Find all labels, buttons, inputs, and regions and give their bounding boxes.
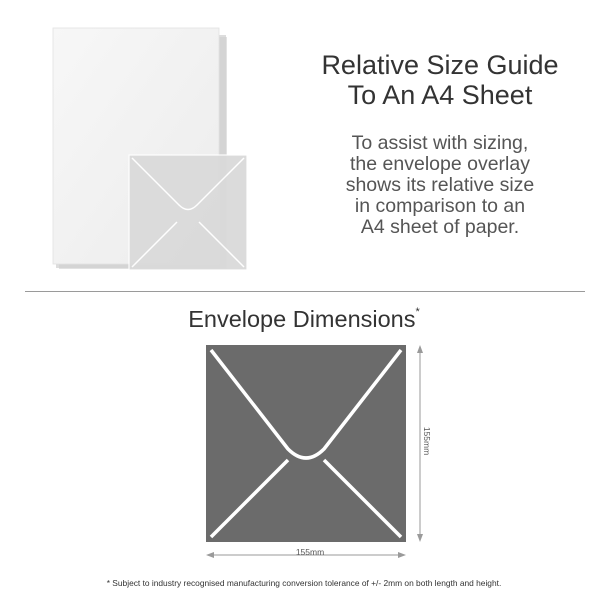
size-guide-description [310, 133, 570, 238]
description-line-3: shows its relative size [345, 174, 535, 196]
heading-text: Envelope Dimensions [188, 306, 416, 332]
description-line-1: To assist with sizing, [351, 132, 529, 154]
envelope-dimension-diagram [200, 342, 440, 567]
tolerance-footnote: * Subject to industry recognised manufacturing conversion tolerance of +/- 2mm on both length and height. [106, 578, 502, 588]
description-line-4: in comparison to an [354, 195, 526, 217]
a4-paper-illustration [50, 25, 250, 275]
title-line-1: Relative Size Guide [321, 50, 559, 80]
description-line-5: A4 sheet of paper. [360, 216, 520, 238]
title-line-2: To An A4 Sheet [347, 80, 533, 110]
envelope-overlay [129, 155, 247, 270]
section-divider [25, 291, 585, 292]
width-dimension-label: 155mm [295, 547, 325, 557]
height-dimension-label: 155mm [422, 426, 432, 456]
heading-asterisk: * [415, 306, 420, 319]
size-guide-title [290, 50, 590, 110]
description-line-2: the envelope overlay [350, 153, 530, 175]
envelope-dimensions-heading [0, 305, 608, 333]
